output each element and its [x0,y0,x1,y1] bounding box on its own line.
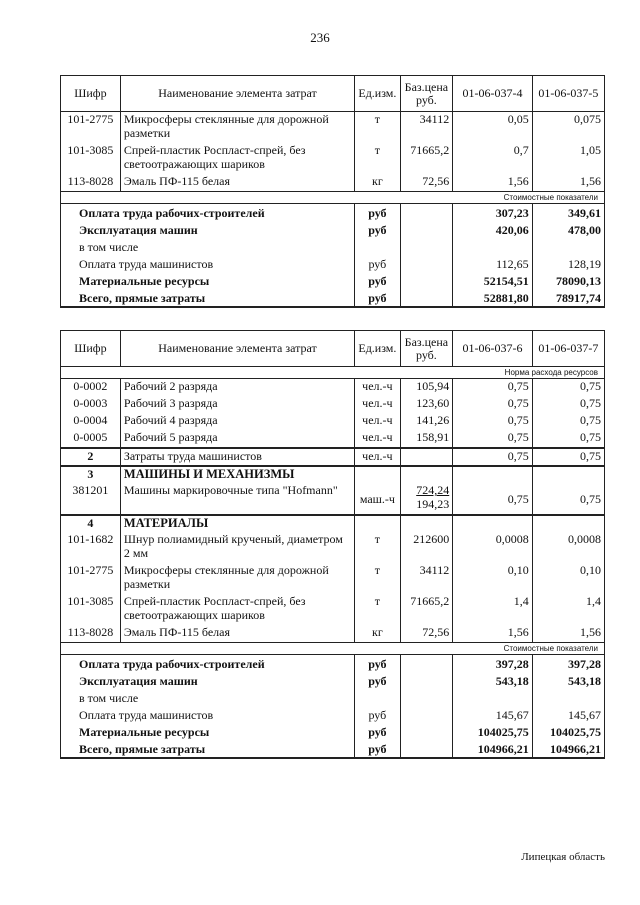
cell-name: Микросферы стеклянные для дорожной разметки [120,563,354,594]
cell-code: 113-8028 [61,625,121,643]
cell-unit: чел.-ч [355,379,400,397]
cell-code: 0-0004 [61,413,121,430]
cell-price: 158,91 [400,430,453,448]
cell-code: 101-3085 [61,143,121,174]
summary-unit: руб [355,740,400,758]
summary-price-empty [400,723,453,740]
table-row [61,379,605,397]
cell-code: 101-1682 [61,532,121,563]
cell-value-2: 1,56 [532,625,604,643]
cell-unit: кг [355,625,400,643]
cell-value-2: 0,75 [532,396,604,413]
cell-price: 105,94 [400,379,453,397]
summary-name: Эксплуатация машин [61,672,355,689]
summary-unit: руб [355,723,400,740]
summary-row [61,689,605,706]
page-number: 236 [310,30,330,45]
cell-name: Рабочий 3 разряда [120,396,354,413]
summary-unit: руб [355,672,400,689]
summary-name: Материальные ресурсы [61,723,355,740]
cell-value-2: 1,56 [532,174,604,192]
summary-unit [355,689,400,706]
summary-value-2: 478,00 [532,221,604,238]
summary-unit: руб [355,221,400,238]
cell-unit: т [355,532,400,563]
summary-row [61,672,605,689]
cell-name: Рабочий 5 разряда [120,430,354,448]
summary-name: Оплата труда рабочих-строителей [61,655,355,673]
summary-unit: руб [355,289,400,307]
section-code: 4 [61,515,121,532]
summary-header [61,192,605,204]
summary-value-2: 145,67 [532,706,604,723]
norm-header-label: Норма расхода ресурсов [61,367,605,379]
header-price: Баз.цена руб. [400,331,453,367]
cell-value-1: 0,75 [453,413,532,430]
summary-price-empty [400,238,453,255]
cell-unit: чел.-ч [355,448,400,466]
summary-value-1: 543,18 [453,672,532,689]
summary-value-2 [532,689,604,706]
summary-unit: руб [355,204,400,222]
cell-value-2: 1,05 [532,143,604,174]
price-top: 724,24 [416,483,450,497]
summary-value-2: 543,18 [532,672,604,689]
header-unit: Ед.изм. [355,331,400,367]
cell-price: 141,26 [400,413,453,430]
cell-code: 101-2775 [61,563,121,594]
header-name: Наименование элемента затрат [120,331,354,367]
summary-name: Эксплуатация машин [61,221,355,238]
summary-value-1: 112,65 [453,255,532,272]
summary-row [61,289,605,307]
summary-unit: руб [355,272,400,289]
cell-value-1: 0,75 [453,483,532,515]
summary-value-1: 104966,21 [453,740,532,758]
cell-name: Микросферы стеклянные для дорожной разметки [120,112,354,144]
cell-price [400,466,453,483]
cell-value-1: 1,56 [453,174,532,192]
summary-header [61,643,605,655]
machinists-row [61,448,605,466]
cell-price: 34112 [400,563,453,594]
cell-name: Рабочий 2 разряда [120,379,354,397]
summary-row [61,655,605,673]
summary-price-empty [400,221,453,238]
cell-value-2: 0,0008 [532,532,604,563]
cell-value-2: 1,4 [532,594,604,625]
table-row [61,625,605,643]
summary-value-1: 52154,51 [453,272,532,289]
cell-price: 123,60 [400,396,453,413]
summary-row [61,723,605,740]
summary-name: Оплата труда машинистов [61,255,355,272]
summary-name: в том числе [61,689,355,706]
cell-name: Рабочий 4 разряда [120,413,354,430]
table-header-row [61,76,605,112]
summary-unit [355,238,400,255]
cell-price [400,483,453,515]
cell-unit: т [355,563,400,594]
cell-value-2: 0,75 [532,483,604,515]
table-row [61,396,605,413]
cell-name: Эмаль ПФ-115 белая [120,174,354,192]
cell-value-1: 0,75 [453,379,532,397]
summary-value-1: 52881,80 [453,289,532,307]
summary-value-2: 349,61 [532,204,604,222]
summary-value-1 [453,238,532,255]
summary-unit: руб [355,706,400,723]
machine-row [61,483,605,515]
cell-value-1: 0,10 [453,563,532,594]
summary-price-empty [400,706,453,723]
summary-header-label: Стоимостные показатели [61,643,605,655]
cell-value-2: 0,75 [532,448,604,466]
cell-price [400,515,453,532]
cell-unit: т [355,594,400,625]
summary-value-1: 104025,75 [453,723,532,740]
cell-value-2 [532,515,604,532]
cell-value-1: 1,56 [453,625,532,643]
table-row [61,112,605,144]
summary-row [61,238,605,255]
table-header-row [61,331,605,367]
cell-unit: т [355,112,400,144]
table-row [61,563,605,594]
summary-price-empty [400,289,453,307]
cell-code: 2 [61,448,121,466]
cell-value-1 [453,466,532,483]
cell-name: Спрей-пластик Роспласт-спрей, без светоотражающих шариков [120,143,354,174]
cell-code: 0-0002 [61,379,121,397]
cell-code: 381201 [61,483,121,515]
summary-price-empty [400,204,453,222]
cell-value-2: 0,075 [532,112,604,144]
header-col2: 01-06-037-7 [532,331,604,367]
cell-name: Спрей-пластик Роспласт-спрей, без светоотражающих шариков [120,594,354,625]
summary-name: Материальные ресурсы [61,272,355,289]
summary-price-empty [400,255,453,272]
summary-value-2: 104966,21 [532,740,604,758]
table-row [61,594,605,625]
cell-code: 101-2775 [61,112,121,144]
footer-region: Липецкая область [521,851,605,863]
cell-value-2: 0,75 [532,430,604,448]
table-row [61,143,605,174]
cell-price: 34112 [400,112,453,144]
cell-unit: кг [355,174,400,192]
cell-code: 0-0003 [61,396,121,413]
summary-row [61,706,605,723]
summary-unit: руб [355,255,400,272]
cell-value-2 [532,466,604,483]
cell-value-1 [453,515,532,532]
cell-name: Затраты труда машинистов [120,448,354,466]
summary-name: Всего, прямые затраты [61,289,355,307]
header-col1: 01-06-037-4 [453,76,532,112]
summary-price-empty [400,740,453,758]
summary-price-empty [400,672,453,689]
header-col2: 01-06-037-5 [532,76,604,112]
price-bottom: 194,23 [416,497,450,511]
header-code: Шифр [61,331,121,367]
summary-row [61,740,605,758]
summary-price-empty [400,655,453,673]
summary-price-empty [400,689,453,706]
summary-value-1: 420,06 [453,221,532,238]
cost-table-2 [60,330,605,759]
cell-value-1: 0,05 [453,112,532,144]
cell-unit: чел.-ч [355,413,400,430]
cell-code: 113-8028 [61,174,121,192]
cell-value-2: 0,75 [532,379,604,397]
summary-row [61,221,605,238]
header-name: Наименование элемента затрат [120,76,354,112]
cost-table-1 [60,75,605,308]
cell-price: 212600 [400,532,453,563]
header-price: Баз.цена руб. [400,76,453,112]
summary-row [61,272,605,289]
summary-value-2: 104025,75 [532,723,604,740]
summary-value-1: 145,67 [453,706,532,723]
summary-unit: руб [355,655,400,673]
cell-value-1: 0,75 [453,448,532,466]
header-col1: 01-06-037-6 [453,331,532,367]
summary-name: Оплата труда рабочих-строителей [61,204,355,222]
table-row [61,174,605,192]
summary-name: в том числе [61,238,355,255]
summary-header-label: Стоимостные показатели [61,192,605,204]
cell-price: 72,56 [400,174,453,192]
header-code: Шифр [61,76,121,112]
cell-unit: т [355,143,400,174]
summary-value-2 [532,238,604,255]
cell-price: 72,56 [400,625,453,643]
cell-name: Шнур полиамидный крученый, диаметром 2 мм [120,532,354,563]
header-unit: Ед.изм. [355,76,400,112]
cell-value-1: 0,75 [453,430,532,448]
section-row-machines [61,466,605,483]
section-row-materials [61,515,605,532]
cell-unit: маш.-ч [355,483,400,515]
table-row [61,430,605,448]
summary-value-1: 397,28 [453,655,532,673]
cell-value-2: 0,10 [532,563,604,594]
section-code: 3 [61,466,121,483]
summary-name: Всего, прямые затраты [61,740,355,758]
summary-value-1: 307,23 [453,204,532,222]
cell-unit [355,466,400,483]
summary-price-empty [400,272,453,289]
cell-value-1: 1,4 [453,594,532,625]
cell-price: 71665,2 [400,594,453,625]
cell-unit: чел.-ч [355,430,400,448]
summary-value-1 [453,689,532,706]
norm-header [61,367,605,379]
summary-row [61,204,605,222]
summary-value-2: 397,28 [532,655,604,673]
cell-price: 71665,2 [400,143,453,174]
summary-name: Оплата труда машинистов [61,706,355,723]
section-title: МАШИНЫ И МЕХАНИЗМЫ [120,466,354,483]
cell-value-2: 0,75 [532,413,604,430]
summary-value-2: 128,19 [532,255,604,272]
cell-code: 0-0005 [61,430,121,448]
section-title: МАТЕРИАЛЫ [120,515,354,532]
table-row [61,532,605,563]
cell-unit [355,515,400,532]
summary-row [61,255,605,272]
cell-code: 101-3085 [61,594,121,625]
cell-unit: чел.-ч [355,396,400,413]
summary-value-2: 78917,74 [532,289,604,307]
cell-value-1: 0,7 [453,143,532,174]
summary-value-2: 78090,13 [532,272,604,289]
cell-value-1: 0,0008 [453,532,532,563]
cell-value-1: 0,75 [453,396,532,413]
cell-name: Машины маркировочные типа "Hofmann" [120,483,354,515]
cell-name: Эмаль ПФ-115 белая [120,625,354,643]
cell-price [400,448,453,466]
table-row [61,413,605,430]
